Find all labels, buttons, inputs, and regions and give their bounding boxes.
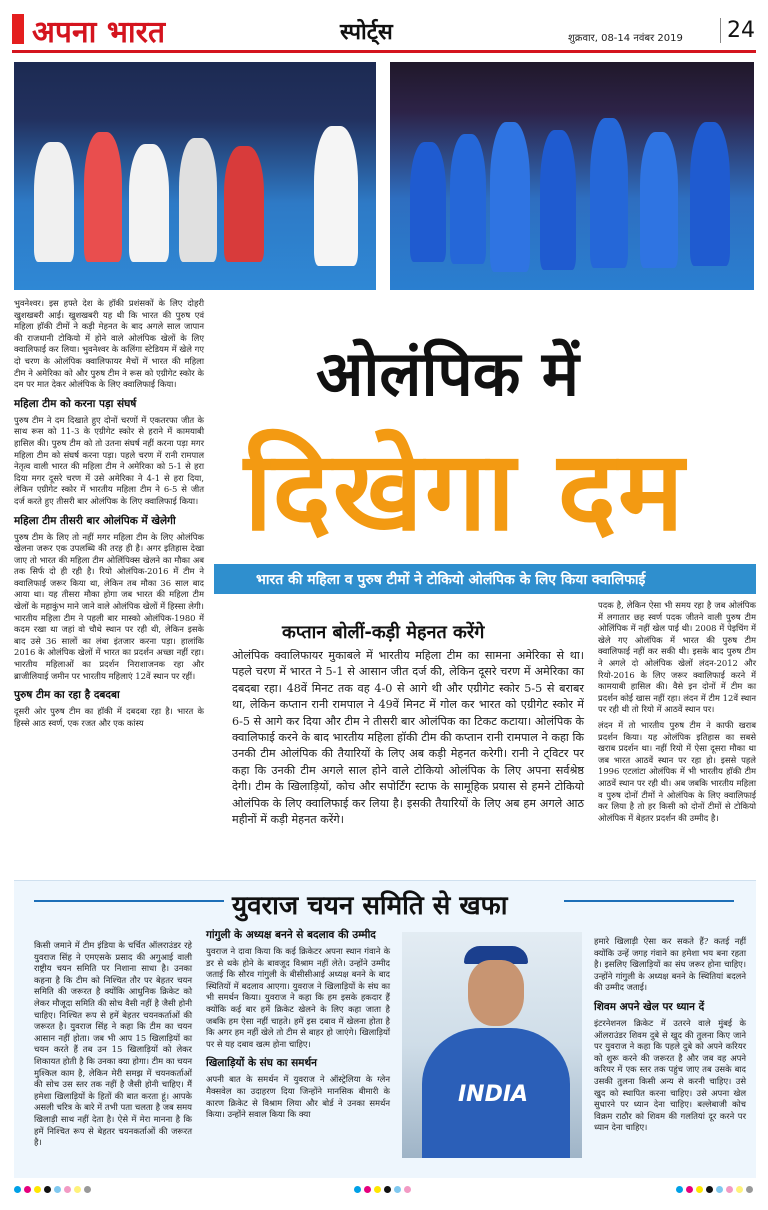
subhead-ganguly: गांगुली के अध्यक्ष बनने से बदलाव की उम्मीद	[206, 929, 376, 941]
yuvraj-column-2	[206, 928, 390, 1127]
page-number: 24	[720, 18, 755, 43]
paragraph: इंटरनेशनल क्रिकेट में उतरने वाले मुंबई के ऑलराउंडर शिवम दुबे से खुद की तुलना किए जाने पर युवराज ने कहा कि पहले दुबे को अपने करियर को शुरू करने की जरूरत है और जब वह अपने करियर में एक स्तर तक पहुंच जाए तब उसके बाद उसकी तुलना किसी अन्य से करनी चाहिए। उसे खुद को स्थापित करना चाहिए। उसे अपना खेल सुधारने पर ध्यान देना चाहिए। बल्लेबाजी कोच विक्रम राठौर को शिवम की गलतियां दूर करने पर ध्यान देना चाहिए।	[594, 1017, 746, 1133]
masthead-rule	[12, 50, 756, 53]
women-hockey-team-photo	[14, 62, 376, 290]
left-column	[14, 298, 204, 733]
men-hockey-team-photo	[390, 62, 754, 290]
headline-line-2: दिखेगा दम	[244, 427, 686, 555]
newspaper-title: अपना भारत	[32, 15, 166, 50]
center-subhead: कप्तान बोलीं-कड़ी मेहनत करेंगे	[282, 622, 485, 643]
yuvraj-photo	[402, 932, 582, 1158]
paragraph: किसी जमाने में टीम इंडिया के चर्चित ऑलराउंडर रहे युवराज सिंह ने एमएसके प्रसाद की अगुआई वाली राष्ट्रीय चयन समिति पर निशाना साधा है। उनका कहना है कि टीम को निश्चित तौर पर बेहतर चयन समिति की जरूरत है क्योंकि आधुनिक क्रिकेट को लेकर मौजूदा समिति की सोच वैसी नहीं है जैसी होनी चाहिए। निश्चित रूप से हमें बेहतर चयनकर्ताओं की जरूरत है। युवराज सिंह ने कहा कि टीम का चयन आसान नहीं होता। जब भी आप 15 खिलाड़ियों का चयन करते हैं तब उन 15 खिलाड़ियों को लेकर शिकायत होती है कि उनका क्या होगा। टीम का चयन मुश्किल काम है, लेकिन मेरी समझ में चयनकर्ताओं की सोच उस स्तर तक नहीं है जैसी होनी चाहिए। मैं हमेशा खिलाड़ियों के हितों की बात करता हूं। आपके असली चरित्र के बारे में तभी पता चलता है जब समय खिलाड़ी साथ नहीं देता है। ऐसे में मेरा मानना है कि हमें निश्चित रूप से बेहतर चयनकर्ताओं की जरूरत है।	[34, 940, 192, 1148]
yuvraj-headline: युवराज चयन समिति से खफा	[232, 891, 508, 921]
paragraph: दूसरी ओर पुरुष टीम का हॉकी में दबदबा रहा है। भारत के हिस्से आठ स्वर्ण, एक रजत और एक कांस्य	[14, 706, 204, 728]
section-rule	[34, 900, 224, 902]
printer-registration-marks	[0, 1186, 768, 1206]
subhead-shivam: शिवम अपने खेल पर ध्यान दें	[594, 1000, 705, 1013]
issue-date: शुक्रवार, 08-14 नवंबर 2019	[568, 33, 683, 44]
jersey-text: INDIA	[458, 1082, 529, 1107]
section-name: स्पोर्ट्स	[340, 19, 393, 45]
paragraph: हमारे खिलाड़ी ऐसा कर सकते हैं? कतई नहीं क्योंकि उन्हें जगह गंवाने का हमेशा भय बना रहता है। इसलिए खिलाड़ियों का संघ जरूर होना चाहिए। उन्होंने गांगुली के अध्यक्ष बनने के स्थितियां बदलने की उम्मीद जताई।	[594, 936, 746, 993]
paragraph: पुरुष टीम ने दम दिखाते हुए दोनों चरणों में एकतरफा जीत के साथ रूस को 11-3 के एग्रीगेट स्कोर से हराने में कामयाबी हासिल की। पुरुष टीम को तो उतना संघर्ष नहीं करना पड़ा मगर महिला टीम को संघर्ष करना पड़ा। पहले चरण में रानी रामपाल नेतृत्व वाली भारत की महिला टीम ने अमेरिका को 5-1 से हरा दिया मगर दूसरे चरण में उसे अमेरिका ने 4-1 से हरा दिया, लेकिन एग्रीगेट स्कोर में भारतीय महिला टीम ने 6-5 से जीत दर्ज करते हुए तीसरी बार ओलंपिक के लिए क्वालिफाई किया।	[14, 414, 204, 506]
face-shape	[468, 960, 524, 1026]
masthead-red-bar	[12, 14, 24, 44]
subhead-women-struggle: महिला टीम को करना पड़ा संघर्ष	[14, 397, 137, 410]
section-rule	[564, 900, 734, 902]
deck-text: भारत की महिला व पुरुष टीमों ने टोकियो ओलंपिक के लिए किया क्वालिफाई	[256, 572, 646, 588]
yuvraj-column-3	[594, 936, 746, 1134]
paragraph: पुरुष टीम के लिए तो नहीं मगर महिला टीम के लिए ओलंपिक खेलना जरूर एक उपलब्धि की तरह ही है। अगर इतिहास देखा जाए तो भारत की महिला टीम ओलिंपिक्स खेलने का मौका अब तक सिर्फ दो ही रही है। रियो ओलंपिक-2016 में टीम ने क्वालिफाई जरूर किया था, लेकिन तब मौका 36 साल बाद आया था। यह तीसरा मौका होगा जब भारत की महिला टीम खेलों के महाकुंभ माने जाने वाले ओलंपिक खेलों में हिस्सा लेगी। भारतीय महिला टीम ने पहली बार मास्को ओलंपिक-1980 में कदम रखा था जहां वो चौथे स्थान पर रही थी, लेकिन इसके बाद उसे 36 सालों का लंबा इंतजार करना पड़ा। हालांकि 2016 के ओलंपिक खेलों में भारत का प्रदर्शन अच्छा नहीं रहा। भारतीय महिलाओं का प्रदर्शन निराशाजनक रहा और ब्राजीलियाई जमीन पर भारतीय महिलाएं 12वें स्थान पर रहीं।	[14, 531, 204, 681]
right-column	[598, 600, 756, 828]
yuvraj-column-1	[34, 940, 192, 1149]
subhead-players-union: खिलाड़ियों के संघ का समर्थन	[206, 1057, 317, 1070]
center-body: ओलंपिक क्वालिफायर मुकाबले में भारतीय महिला टीम का सामना अमेरिका से था। पहले चरण में भारत ने 5-1 से आसान जीत दर्ज की, लेकिन दूसरे चरण में अमेरिका का दबदबा रहा। 48वें मिनट तक वह 4-0 से आगे थी और एग्रीगेट स्कोर 5-5 से बराबर था, लेकिन कप्तान रानी रामपाल ने 49वें मिनट में गोल कर भारत को एग्रीगेट स्कोर में 6-5 से आगे कर दिया और टीम ने तीसरी बार ओलंपिक का टिकट कटाया। ओलंपिक के क्वालिफाई करने के बाद भारतीय महिला हॉकी टीम की कप्तान रानी रामपाल ने कहा कि उनकी टीम ओलंपिक की तैयारियों के लिए अब कड़ी मेहनत करेगी। रानी ने ट्विटर पर कहा कि उनकी टीम अगले साल होने वाले टोकियो ओलंपिक के लिए अपना सर्वश्रेष्ठ देगी। टीम के खिलाड़ियों, कोच और सपोर्टिंग स्टाफ के सामूहिक प्रयास से हमने टोकियो ओलंपिक के लिए क्वालिफाई कर लिया है। इसकी तैयारियों के लिए अब हम अगले आठ महीनों में कड़ी मेहनत करेंगे।	[232, 649, 584, 827]
paragraph: अपनी बात के समर्थन में युवराज ने ऑस्ट्रेलिया के ग्लेन मैक्सवेल का उदाहरण दिया जिन्होंने मानसिक बीमारी के कारण क्रिकेट से विश्राम लिया और बोर्ड ने उनका समर्थन किया। उन्होंने सवाल किया कि क्या	[206, 1074, 390, 1120]
paragraph: पदक है, लेकिन ऐसा भी समय रहा है जब ओलंपिक में लगातार छह स्वर्ण पदक जीतने वाली पुरुष टीम ओलिंपिक में नहीं खेल पाई थी। 2008 में पेइचिंग में खेले गए ओलंपिक में भारत की पुरुष टीम क्वालिफाई नहीं कर सकी थी। इसके बाद पुरुष टीम ने अगले दो ओलंपिक खेलों लंदन-2012 और रियो-2016 के लिए जरूर क्वालिफाई करने में कामयाबी हासिल की। वैसे इन दोनों में टीम का प्रदर्शन कोई खास नहीं रहा। लंदन में टीम 12वें स्थान पर रही थी तो रियो में आठवें स्थान पर।	[598, 600, 756, 715]
masthead	[0, 0, 768, 56]
headline-line-1: ओलंपिक में	[316, 337, 580, 410]
intro-paragraph: भुवनेश्वर। इस हफ्ते देश के हॉकी प्रशंसकों के लिए दोहरी खुशखबरी आई। खुशखबरी यह थी कि भारत की पुरुष एवं महिला हॉकी टीमों ने कड़ी मेहनत के बाद अगले साल जापान की राजधानी टोकियो में होने वाले ओलंपिक खेलों के लिए क्वालिफाई कर लिया। भुवनेश्वर के कलिंगा स्टेडियम में खेले गए दो चरण के ओलंपिक क्वालिफायर मैचों में भारत की महिला टीम ने अमेरिका को और पुरुष टीम ने रूस को एग्रीगेट स्कोर के दम पर मात देकर ओलंपिक के लिए क्वालिफाई किया।	[14, 298, 204, 390]
paragraph: युवराज ने दावा किया कि कई क्रिकेटर अपना स्थान गंवाने के डर से थके होने के बावजूद विश्राम नहीं लेते। उन्होंने उम्मीद जताई कि सौरव गांगुली के बीसीसीआई अध्यक्ष बनने के बाद स्थितियों में बदलाव आएगा। युवराज ने खिलाड़ियों के संघ का भी समर्थन किया। युवराज ने कहा कि हम इसके हकदार हैं क्योंकि कई बार हमें क्रिकेट खेलने के लिए कहा जाता है जबकि हम ऐसा नहीं चाहते। हमें इस दबाव में खेलना होता है कि अगर हम नहीं खेले तो टीम से बाहर हो जाएंगे। खिलाड़ियों पर से यह दबाव खत्म होना चाहिए।	[206, 946, 390, 1049]
subhead-women-third-time: महिला टीम तीसरी बार ओलंपिक में खेलेगी	[14, 514, 176, 527]
paragraph: लंदन में तो भारतीय पुरुष टीम ने काफी खराब प्रदर्शन किया। यह ओलंपिक इतिहास का सबसे खराब प्रदर्शन था। नहीं रियो में ऐसा दूसरा मौका था जब भारत आठवें स्थान पर रहा हो। इससे पहले 1996 एटलांटा ओलंपिक में भी भारतीय हॉकी टीम आठवें स्थान पर रही थी। अब जबकि भारतीय महिला व पुरुष दोनों टीमों ने ओलंपिक के लिए क्वालिफाई कर लिया है तो हर किसी को दोनों टीमों से टोकियो ओलंपिक में बेहतर प्रदर्शन की उम्मीद है।	[598, 719, 756, 823]
subhead-men-dominance: पुरुष टीम का रहा है दबदबा	[14, 689, 120, 702]
